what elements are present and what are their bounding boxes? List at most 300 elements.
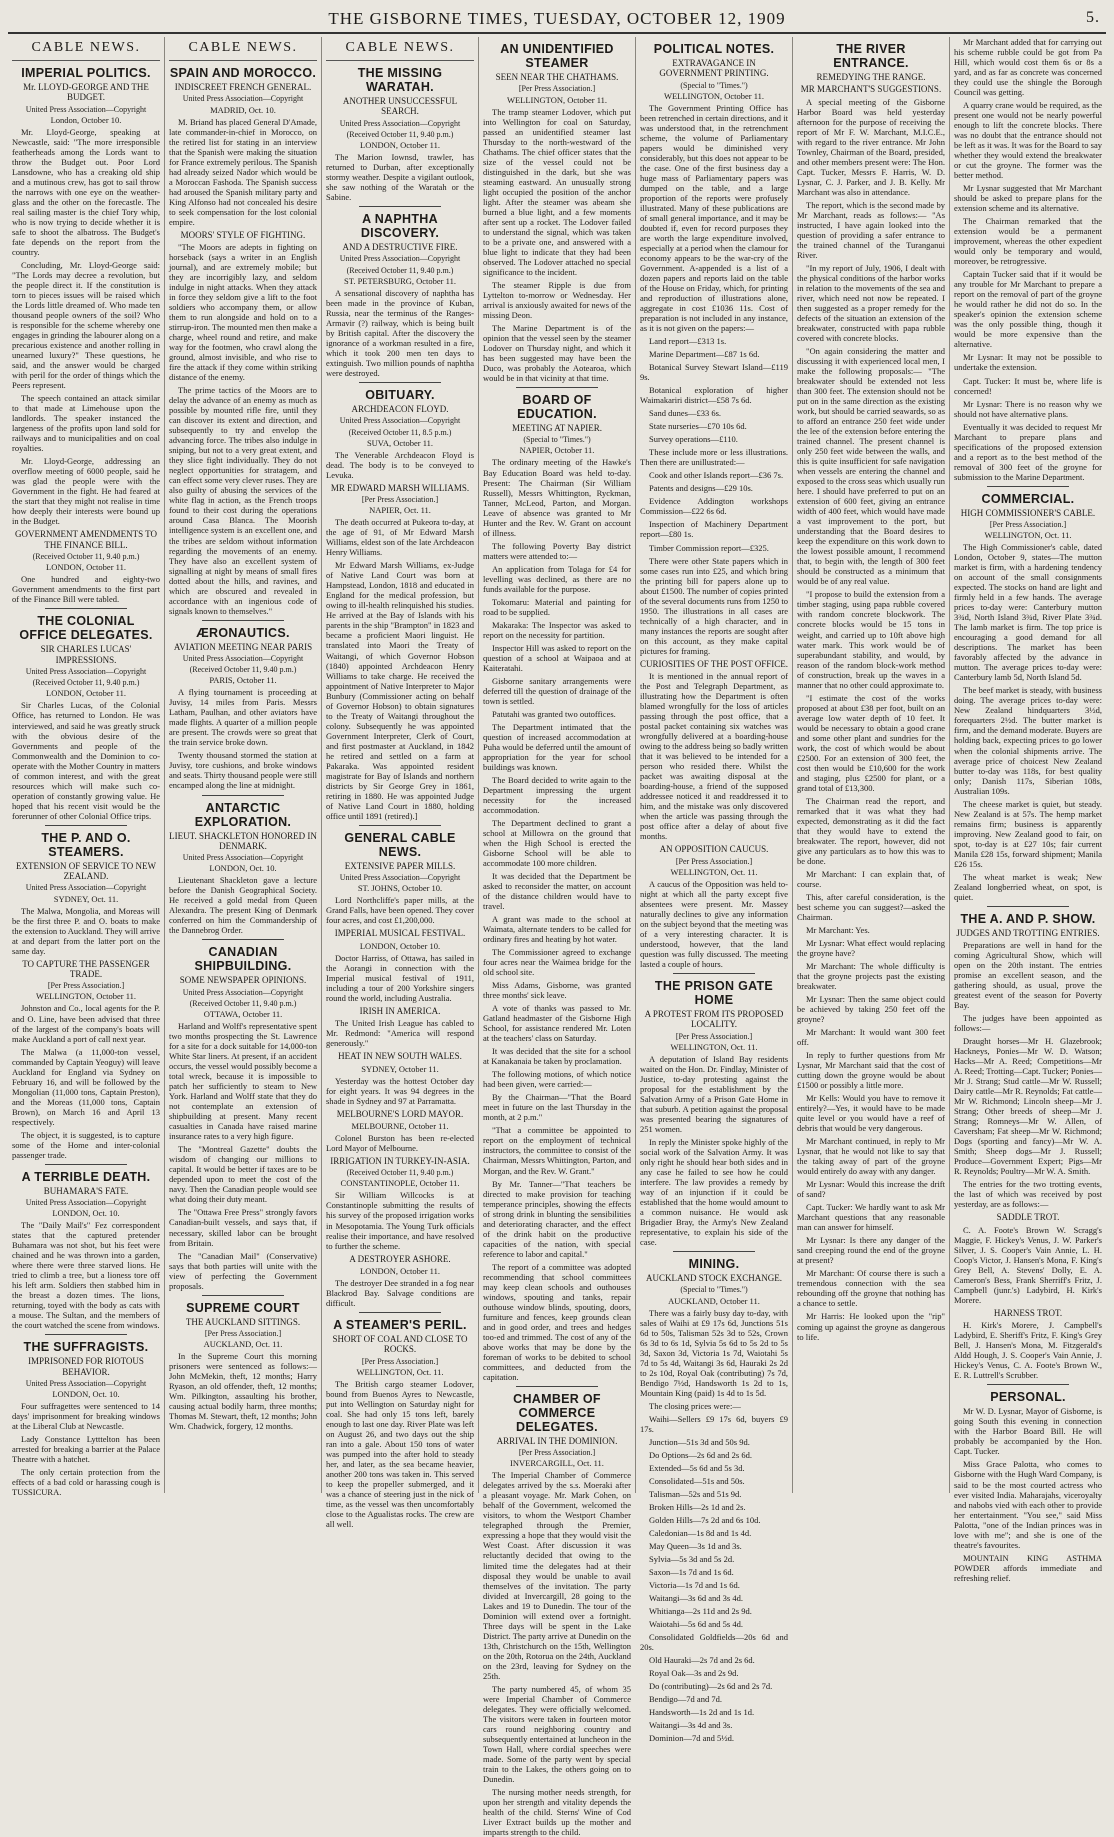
article-paragraph: Junction—51s 3d and 50s 9d.: [649, 1436, 750, 1447]
article-paragraph: The United Irish League has cabled to Mr. Redmond: "America will respond generously.": [326, 1018, 474, 1049]
article-headline: CHAMBER OF COMMERCE DELEGATES.: [513, 1391, 601, 1434]
article-paragraph: Dominion—7d and 5½d.: [649, 1733, 734, 1744]
article-paragraph: The Chairman remarked that the extension would be a permanent improvement, whereas the other expedient would only be temporary and would, moreover, be retrogressive.: [954, 216, 1102, 267]
article-paragraph: By Mr. Tanner—"That teachers be directed to make provision for teaching temperance principles, showing the effects of strong drink in blunting the sensibilities and deteriorating character, and the effect of the drink habit on the productive capacities of the nation, with special reference to labor and capital.": [483, 1178, 631, 1259]
article-paragraph: Do Options—2s 6d and 2s 6d.: [649, 1449, 752, 1460]
article-subheadline: EXTRAVAGANCE IN GOVERNMENT PRINTING.: [659, 58, 769, 79]
press-credit: (Received October 11, 9.40 p.m.): [189, 665, 297, 675]
press-credit: United Press Association—Copyright: [339, 254, 461, 264]
article-paragraph: It is mentioned in the annual report of the Post and Telegraph Department, as illustrating how the Department is often blamed wrongfully for the loss of articles passing through the post office, that a postal packet containing six watches was wrongfully delivered at a boarding-house owing to the address being so badly written that it was believed to be intended for a person who resided there. Whilst the packet was awaiting disposal at the boarding-house, a friend of the supposed addressee noticed it and readdressed it to him, and the mistake was only discovered when the article was passing through the post office after a delay of about five months.: [640, 671, 789, 842]
dateline: WELLINGTON, Oct. 11.: [670, 866, 758, 877]
article-paragraph: Old Hauraki—2s 7d and 2s 6d.: [649, 1655, 755, 1666]
article-subheadline: ARCHDEACON FLOYD.: [351, 404, 449, 414]
dateline: OTTAWA, October 11.: [203, 1009, 283, 1020]
article-paragraph: Mr. Lloyd-George, addressing an overflow meeting of 6000 people, said he was glad the people were with the Government in the fight. He had feared at the start that they might not realise in time how deeply their interests were bound up in the Budget.: [12, 456, 160, 527]
article-subheadline: A DESTROYER ASHORE.: [349, 1253, 451, 1264]
article-paragraph: Mr Lysnar suggested that Mr Marchant should be asked to prepare plans for the extension scheme and its alternative.: [954, 183, 1102, 214]
article-paragraph: The tramp steamer Lodover, which put into Wellington for coal on Saturday, passed an unidentified steamer last Thursday to the north-westward of the Chathams. The chief officer states that the size of the vessel could not be distinguished in the dark, but she was steaming eastward. An unusually strong light occupied the position of the anchor light. After the steamer was abeam she burned a blue light, and a few moments after sent up a rocket. The Lodover failed to understand the signal, which was taken to be a private one, and answered with a blue light to indicate that they had been observed. The Lodover attached no special significance to the incident.: [483, 106, 631, 277]
column-divider: [987, 486, 1068, 487]
press-credit: (Special to "Times."): [523, 435, 591, 445]
article-paragraph: Consolidated Goldfields—20s 6d and 20s.: [640, 1632, 788, 1653]
article-subheadline: IRISH IN AMERICA.: [359, 1005, 441, 1016]
article-subheadline: HEAT IN NEW SOUTH WALES.: [338, 1051, 462, 1062]
column-divider: [359, 382, 440, 383]
article-paragraph: These include more or less illustrations. Then there are unillustrated:—: [640, 447, 788, 468]
column-divider: [987, 906, 1068, 907]
article-paragraph: The prime tactics of the Moors are to delay the advance of an enemy as much as possible by mounted rifle fire, until they can discover its extent and direction, and subsequently to try and envelop the advancing force. The tribes also indulge in sniping, but not to a very great extent, and they slice fight individually. They do not neglect opportunities for stratagem, and can effect some very clever ruses. They are also guilty of abusing the services of the white flag in action, as the French troops found to their cost during the operations around Casa Blanca. The Moorish intelligence system is an excellent one, and the tribes are seldom without information regarding the movements of an enemy. They have also an excellent system of signalling at night by means of small fires dotted about the hills, and ravines, and which are obscured and revealed in accordance with an ingenious code of signals known to themselves.": [169, 385, 317, 616]
press-credit: United Press Association—Copyright: [25, 883, 147, 893]
article-paragraph: The Marine Department is of the opinion that the vessel seen by the steamer Lodover on Thursday night, and which it has been suggested may have been the Duco, was probably the Aotearoa, which would be in that vicinity at that time.: [483, 322, 631, 383]
article-paragraph: Mr Harris: He looked upon the "rip" coming up against the groyne as dangerous to life.: [797, 1311, 945, 1342]
article-paragraph: Patents and designs—£29 10s.: [649, 483, 753, 494]
press-credit: United Press Association—Copyright: [182, 94, 304, 104]
article-paragraph: The High Commissioner's cable, dated London, October 9, states—The mutton market is firm, with a hardening tendency on account of the small consignments expected. The stocks on hand are light and firmly held in a few hands. The average prices to-day were: Canterbury mutton 3¾d, North Island 3¾d, River Plate 3¾d. The lamb market is firm. The top price is encouraging a good demand for all descriptions. The market has been favorably affected by the advance in mutton. The average prices to-day were: Canterbury lamb 5d, North Island 5d.: [954, 542, 1102, 683]
dateline: London, October 10.: [50, 114, 122, 125]
article-subheadline: MR MARCHANT'S SUGGESTIONS.: [800, 84, 942, 95]
dateline: ST. JOHNS, October 10.: [357, 883, 443, 894]
article-paragraph: "I estimate the cost of the works proposed at about £38 per foot, built on an average low water depth of 10 feet. It would be necessary to obtain a good crane and some other plant and sundries for the work, the cost of which would be about £2500. For an extension of 300 feet, the cost then would be £10,600 for the work and staging, plus £2500 for plant, or a grand total of £13,300.: [797, 692, 945, 793]
article-paragraph: Mr Lysnar: There is no reason why we should not have alternative plans.: [954, 398, 1102, 419]
press-credit: (Received October 11, 9.40 p.m.): [32, 678, 140, 688]
article-headline: OBITUARY.: [365, 388, 435, 402]
article-subheadline: AN OPPOSITION CAUCUS.: [659, 844, 769, 855]
article-paragraph: The closing prices were:—: [649, 1400, 741, 1411]
article-paragraph: The only certain protection from the effects of a bad cold or harassing cough is TUSSICURA.: [12, 1467, 160, 1498]
article-paragraph: The Venerable Archdeacon Floyd is dead. The body is to be conveyed to Levuka.: [326, 449, 474, 480]
article-paragraph: Mr Marchant: The whole difficulty is that the groyne projects past the existing breakwater.: [797, 960, 945, 992]
article-headline: THE PRISON GATE HOME: [654, 978, 774, 1007]
article-headline: AN UNIDENTIFIED STEAMER: [500, 42, 614, 70]
article-subheadline: REMEDYING THE RANGE.: [816, 72, 926, 82]
article-paragraph: Eventually it was decided to request Mr Marchant to prepare plans and specifications of the proposed extension and a report as to the best method of the removal of 300 feet of the groyne for submission to the Marine Department.: [954, 421, 1102, 482]
press-credit: United Press Association—Copyright: [182, 987, 304, 997]
article-subheadline: ANOTHER UNSUCCESSFUL SEARCH.: [342, 96, 458, 117]
article-subheadline: BUHAMARA'S FATE.: [43, 1185, 129, 1196]
article-paragraph: Mr. Lloyd-George, speaking at Newcastle, said: "The more irresponsible featherheads among the Lords want to throw the Budget out. Poor Lord Lansdowne, who has a creaking old ship and a mutinous crew, has got to sail throw the narrows with one eye on the weather-glass and the other on the forecastle. The real sailing master is the chief Tory whip, who is now trying to decide whether it is safe to shoot the albatross. The Budget's fate depends on the report from the country.: [12, 126, 160, 258]
article-paragraph: The Malwa (a 11,000-ton vessel, commanded by Captain Yeoguy) will leave Auckland for England via Sydney on February 16, and will be followed by the Mongolian (11,000 tons, Captain Preston), and the Moreas (11,000 tons, Captain Brown), on March 16 and April 13 respectively.: [12, 1046, 160, 1127]
article-paragraph: Harland and Wolff's representative spent two months prospecting the St. Lawrence for a site for a dock suitable for 14,000-ton White Star liners. At present, if an accident occurs, the vessel would possibly become a total wreck, because it is impossible to patch her sufficiently to steam to New York. Harland and Wolff state that they do not contemplate an extension of shipbuilding at present. Many recent casualties in Canada have raised marine insurance rates to a very high figure.: [169, 1021, 318, 1142]
article-subheadline: HARNESS TROT.: [993, 1307, 1063, 1318]
article-paragraph: The report of a committee was adopted recommending that school committees may keep clean schools and outhouses windows, spouting and tanks, repair outhouse window blinds, spouting, doors, furniture and fences, keep grounds clean and in good order, and trees and hedges too-ed and trimmed. The cost of any of the above works that may be done by the foreman of works to be debited to school committees, and deducted from the capitation.: [483, 1261, 631, 1382]
article-subheadline: IMPERIAL MUSICAL FESTIVAL.: [334, 928, 466, 939]
dateline: WELLINGTON, October 11.: [506, 94, 608, 105]
article-paragraph: The death occurred at Pukeora to-day, at the age of 91, of Mr Edward Marsh Williams, eldest son of the late Archdeacon Henry Williams.: [326, 517, 474, 558]
article-subheadline: MELBOURNE'S LORD MAYOR.: [336, 1108, 464, 1119]
dateline: NAPIER, Oct. 11.: [369, 505, 431, 516]
article-headline: THE P. AND O. STEAMERS.: [41, 830, 131, 859]
article-paragraph: The Malwa, Mongolia, and Moreas will be the first three P. and O. boats to make the extension to Auckland. They will arrive at and depart from the latter port on the same day.: [12, 905, 160, 956]
article-paragraph: A grant was made to the school at Waimata, alternate tenders to be called for ordinary fires and heating by hot water.: [483, 914, 631, 945]
column-divider: [516, 1386, 597, 1387]
article-paragraph: A flying tournament is proceeding at Juvisy, 14 miles from Paris. Messrs Latham, Paulhan, and other aviators have made flights. A quarter of a million people are present. The crowds were so great that the train service broke down.: [169, 687, 317, 748]
article-subheadline: IMPRISONED FOR RIOTOUS BEHAVIOR.: [28, 1356, 144, 1377]
article-paragraph: Caledonian—1s 8d and 1s 4d.: [649, 1527, 752, 1538]
article-paragraph: H. Kirk's Morere, J. Campbell's Ladybird, E. Sheriff's Fritz, F. King's Grey Bell, J. Hansen's Mona, M. Fitzgerald's Aldd Hough, J. S. Cooper's Vain Annie, J. Hickey's Venus, C. A. Foote's Brown W., E. R. Luttrell's Scrubber.: [954, 1320, 1102, 1381]
article-paragraph: Timber Commission report—£325.: [649, 542, 769, 553]
article-paragraph: Mr Lysnar: Would this increase the drift of sand?: [797, 1179, 945, 1200]
column-4: [479, 37, 636, 1837]
press-credit: [Per Press Association.]: [204, 1328, 282, 1338]
article-paragraph: In reply the Minister spoke highly of the social work of the Salvation Army. It was only right he should hear both sides and in any case he failed to see how he could interfere. The law provides a remedy by way of an injunction if it could be established that the home would amount to a common nuisance. He would ask Brigadier Bray, the Army's New Zealand representative, to explain his side of the case.: [640, 1136, 788, 1248]
article-paragraph: The nursing mother needs strength, for upon her strength and vitality depends the health of the child. Sterns' Wine of Cod Liver Extract builds up the mother and imparts strength to the child.: [483, 1786, 631, 1837]
column-divider: [45, 1164, 126, 1165]
article-paragraph: Johnston and Co., local agents for the P. and O. Line, have been advised that three of the largest of the company's boats will make Auckland a port of call next year.: [12, 1003, 160, 1044]
article-paragraph: Four suffragettes were sentenced to 14 days' imprisonment for breaking windows at the Liberal Club at Newcastle.: [12, 1401, 160, 1432]
article-paragraph: Cook and other Islands report—£36 7s.: [649, 470, 784, 481]
article-paragraph: Mr Lysnar: Is there any danger of the sand creeping round the end of the groyne at present?: [797, 1235, 945, 1266]
article-paragraph: Handsworth—1s 2d and 1s 1d.: [649, 1707, 755, 1718]
article-paragraph: Miss Adams, Gisborne, was granted three months' sick leave.: [483, 980, 631, 1001]
dateline: LONDON, October 11.: [360, 140, 440, 151]
article-paragraph: The steamer Ripple is due from Lyttelton to-morrow or Wednesday. Her arrival is anxiously awaited for news of the missing Deon.: [483, 279, 631, 320]
article-paragraph: It was decided that the Department be asked to reconsider the matter, on account of the distance children would have to travel.: [483, 871, 631, 912]
dateline: LONDON, October 11.: [46, 562, 126, 573]
article-paragraph: A vote of thanks was passed to Mr. Gatland headmaster of the Gisborne High School, for assistance rendered Mr. Loten at the teachers' class on Saturday.: [483, 1003, 631, 1044]
article-subheadline: HIGH COMMISSIONER'S CABLE.: [960, 507, 1096, 518]
article-paragraph: Mr Lysnar: Then the same object could be achieved by taking 250 feet off the groyne?: [797, 994, 945, 1025]
article-paragraph: Mr W. D. Lysnar, Mayor of Gisborne, is going South this evening in connection with the Harbor Board Bill. He will probably be accompanied by the Hon. Capt. Tucker.: [954, 1406, 1102, 1457]
article-paragraph: The beef market is steady, with business doing. The average prices to-day were: New Zealand hindquarters 3½d, forequarters 2½d. The butter market is firm, and the demand moderate. Buyers are holding back, expecting prices to go lower when the colonial shipments arrive. The average price of choicest New Zealand butter to-day was 118s, for best quality only; Danish 117s, Siberian 108s, Australian 109s.: [954, 685, 1102, 796]
article-headline: CANADIAN SHIPBUILDING.: [194, 945, 292, 974]
article-paragraph: The Board decided to write again to the Department impressing the urgent necessity for the increased accommodation.: [483, 774, 631, 815]
article-paragraph: The judges have been appointed as follows:—: [954, 1013, 1102, 1034]
article-paragraph: "The Moors are adepts in fighting on horseback (says a writer in an English journal), and are extremely mobile; but they are incorrigibly lazy, and seldom indulge in night attacks. When they attack in force they seldom give a lift to the foot soldiers who accompany them, or allow them to run alongside and hold on to a stirrup-iron. The mounted men then make a charge, wheel round and retire, and make way for the footmen, who crawl along the ground, almost invisible, and who rise to fire the attack if they come within striking distance of the enemy.: [169, 242, 317, 383]
dateline: SYDNEY, October 11.: [361, 1063, 439, 1074]
dateline: LONDON, October 11.: [46, 688, 126, 699]
article-headline: GENERAL CABLE NEWS.: [344, 830, 456, 859]
column-divider: [516, 387, 597, 388]
article-paragraph: M. Briand has placed General D'Amade, late commander-in-chief in Morocco, on the retired list for stating in an interview that the Spanish were making the situation for France extremely perilous. The Spanish had already seized Nador which would be a Moroccan Fashoda. The Spanish success had aroused the Spanish military party and King Alfonso had not concealed his desire to seek compensation for the lost colonial empire.: [169, 116, 317, 227]
article-paragraph: The "Montreal Gazette" doubts the wisdom of changing our millions to capital. It would be better if taxes are to be depended upon to meet the cost of the navy. Then the Canadian people would see what doing their duty meant.: [169, 1144, 317, 1205]
article-paragraph: Broken Hills—2s 1d and 2s.: [649, 1501, 746, 1512]
article-subheadline: SHORT OF COAL AND CLOSE TO ROCKS.: [332, 1333, 468, 1355]
article-paragraph: Golden Hills—7s 2d and 6s 10d.: [649, 1514, 761, 1525]
article-paragraph: The entries for the two trotting events, the last of which was received by post yesterday, are as follows:—: [954, 1179, 1102, 1210]
article-paragraph: The Imperial Chamber of Commerce delegates arrived by the s.s. Moeraki after a pleasant voyage. Mr. Mark Cohen, on behalf of the Government, welcomed the visitors, to whom the Westport Chamber telegraphed through the Premier, expressing a hope that they would visit the West Coast. After discussion it was reluctantly decided that owing to the limited time the delegates had at their disposal they would be unable to avail themselves of the invitation. The party divided at Invercargill, 28 going to the Lakes and 19 to Dunedin. The tour of the Dominion will extend over a fortnight. Three days will be spent in the Lake District. The party arrive at Dunedin on the 13th, Christchurch on the 15th, Wellington on the 20th, Rotorua on the 24th, Auckland on the 23rd, leaving for Sydney on the 25th.: [483, 1470, 631, 1681]
press-credit: (Received October 11, 9.40 p.m.): [32, 552, 140, 562]
article-paragraph: The following Poverty Bay district matters were attended to:—: [483, 540, 631, 561]
dateline: ST. PETERSBURG, October 11.: [344, 275, 456, 286]
article-paragraph: The "Canadian Mail" (Conservative) says that both parties will unite with the view of perfecting the Government proposals.: [169, 1250, 317, 1291]
article-paragraph: Saxon—1s 7d and 1s 6d.: [649, 1567, 734, 1577]
column-divider: [673, 973, 754, 974]
column-5: [636, 37, 793, 1744]
masthead-title: THE GISBORNE TIMES, TUESDAY, OCTOBER 12, 1909: [328, 9, 786, 28]
article-paragraph: "That a committee be appointed to report on the employment of technical instructors, the committee to consist of the Chairman, Messrs Whittington, Parton, and Morgan, and the Rev. W. Grant.": [483, 1125, 631, 1176]
article-headline: PERSONAL.: [990, 1390, 1066, 1405]
article-paragraph: Miss Grace Palotta, who comes to Gisborne with the Hugh Ward Company, is said to be the most courted actress who ever visited India. Maharajahs, viceroyalty and nabobs vied with each other to provide her entertainment. "You see," said Miss Palotta, "one of the Indian princes was in love with me"; and she is one of the theatre's favourites.: [954, 1459, 1102, 1550]
section-banner: CABLE NEWS.: [169, 37, 317, 61]
press-credit: (Special to "Times."): [680, 80, 748, 90]
article-subheadline: CURIOSITIES OF THE POST OFFICE.: [640, 658, 788, 669]
article-paragraph: Mr Marchant: Of course there is such a tremendous connection with the sea rebounding off the groyne that nothing has a chance to settle.: [797, 1268, 945, 1309]
article-paragraph: Inspection of Machinery Department report—£80 1s.: [640, 519, 788, 540]
press-credit: [Per Press Association.]: [989, 520, 1067, 529]
press-credit: (Received October 11, 9.40 p.m.): [346, 129, 454, 139]
article-paragraph: Mr Marchant: Yes.: [806, 924, 870, 935]
article-paragraph: The "Ottawa Free Press" strongly favors Canadian-built vessels, and says that, if necessary, skilled labor can be brought from Britain.: [169, 1207, 317, 1248]
article-paragraph: The party numbered 45, of whom 35 were Imperial Chamber of Commerce delegates. They were officially welcomed. The visitors were taken in fourteen motor cars round neighboring country and subsequently entertained at luncheon in the Town Hall, where cordial speeches were made. Some of the party went by special train to the Lakes, the others going on to Dunedin.: [483, 1683, 631, 1784]
article-paragraph: The Government Printing Office has been retrenched in certain directions, and it was understood that, in the retrenchment scheme, the volume of Parliamentary papers would be diminished very considerably, but this does not appear to be the case. One of the first business day a huge mass of Parliamentary papers was dumped on the table, and a large proportion of the reports were profusely illustrated. Many of these publications are of small general importance, and it may be doubted if, even for record purposes they are worth the large expenditure involved, especially at a period when the clamour for economy appears to be the war-cry of the Government. A-appended is a list of a dozen papers and reports laid on the table of the House on Friday, which, for printing and reproduction of illustrations alone, aggregate in cost £1036 11s. Cost of preparation is not included in any instance, as it is not given on the papers:—: [640, 102, 788, 334]
article-paragraph: "I propose to build the extension from a timber staging, using papa rubble covered with random concrete blockwork. The concrete blocks would be 15 tons in weight, and carried up to 10ft above high water mark. This work would be of superabundant stability, and would, by reason of the random block-work method of construction, break up the waves in a manner that no other could approximate to.: [797, 589, 945, 690]
dateline: WELLINGTON, Oct. 11.: [670, 1041, 758, 1052]
article-paragraph: Talisman—52s and 51s 9d.: [649, 1488, 742, 1499]
article-paragraph: Waihi—Sellers £9 17s 6d, buyers £9 17s.: [640, 1413, 788, 1434]
article-paragraph: A caucus of the Opposition was held to-night at which all the party except five absentees were present. Mr. Massey naturally declines to give any information on the subject beyond that the meeting was of a very interesting character. It is understood, however, that the land question was fully discussed. The meeting lasted a couple of hours.: [640, 878, 788, 969]
article-paragraph: Doctor Harriss, of Ottawa, has sailed in the Aorangi in connection with the Imperial musical festival of 1911, including a tour of 200 Yorkshire singers round the world, including Australia.: [326, 952, 474, 1003]
article-paragraph: Mr Marchant continued, in reply to Mr Lysnar, that he would not like to say that the taking away of part of the groyne would entirely do away with any danger.: [797, 1136, 945, 1177]
article-paragraph: It was decided that the site for a school at Kanakanaia be taken by proclamation.: [483, 1046, 631, 1067]
article-paragraph: Mr Marchant: I can explain that, of course.: [797, 868, 945, 889]
press-credit: [Per Press Association.]: [675, 856, 753, 866]
article-paragraph: Bendigo—7d and 7d.: [649, 1694, 722, 1705]
press-credit: [Per Press Association.]: [675, 1031, 753, 1041]
dateline: CONSTANTINOPLE, October 11.: [340, 1178, 460, 1189]
article-paragraph: Preparations are well in hand for the coming Agricultural Show, which will open on the 20th instant. The entries promise an excellent season, and the gathering should, as usual, prove the greatest event of the season for Poverty Bay.: [954, 940, 1102, 1011]
article-paragraph: Waitangi—3s 6d and 3s 4d.: [649, 1593, 743, 1604]
article-paragraph: May Queen—3s 1d and 3s.: [649, 1540, 742, 1551]
article-headline: A NAPHTHA DISCOVERY.: [360, 212, 440, 241]
article-paragraph: "In my report of July, 1906, I dealt with the physical conditions of the harbor works in relation to the movements of the sea and river, which need not now be repeated. I then suggested as a proper remedy for the defects of the situation an extension of the breakwater, constructed with papa rubble covered with concrete blocks.: [797, 262, 945, 344]
press-credit: [Per Press Association.]: [518, 1448, 596, 1458]
article-subheadline: A PROTEST FROM ITS PROPOSED LOCALITY.: [644, 1008, 784, 1030]
article-paragraph: Twenty thousand stormed the station at Juvisy, tore cushions, and broke windows and seats. Thirty thousand people were still encamped along the line at midnight.: [169, 750, 317, 791]
article-paragraph: Marine Department—£87 1s 6d.: [649, 349, 760, 360]
article-subheadline: EXTENSIVE PAPER MILLS.: [344, 860, 456, 871]
column-3: [322, 37, 479, 1530]
article-headline: SUPREME COURT: [186, 1300, 300, 1315]
article-subheadline: EXTENSION OF SERVICE TO NEW ZEALAND.: [16, 860, 156, 881]
article-paragraph: Do (contributing)—2s 6d and 2s 7d.: [649, 1681, 773, 1692]
article-paragraph: The wheat market is weak; New Zealand longberried wheat, on spot, is quiet.: [954, 871, 1102, 902]
press-credit: [Per Press Association.]: [47, 981, 125, 991]
article-subheadline: INDISCREET FRENCH GENERAL.: [174, 82, 312, 92]
article-subheadline: MOORS' STYLE OF FIGHTING.: [180, 229, 306, 240]
article-headline: POLITICAL NOTES.: [653, 42, 775, 56]
article-paragraph: In reply to further questions from Mr Lysnar, Mr Marchant said that the cost of cutting down the groyne would be about £1500 or possibly a little more.: [797, 1050, 945, 1091]
article-paragraph: State nurseries—£70 10s 6d.: [649, 421, 747, 432]
article-paragraph: MOUNTAIN KING ASTHMA POWDER affords immediate and refreshing relief.: [954, 1552, 1102, 1583]
article-subheadline: TO CAPTURE THE PASSENGER TRADE.: [22, 958, 150, 979]
article-paragraph: The Department intimated that the question of increased accommodation at Puha would be deferred until the amount of appropriation for the year for school buildings was known.: [483, 721, 632, 772]
article-paragraph: Gisborne sanitary arrangements were deferred till the question of drainage of the town is settled.: [483, 675, 631, 706]
press-credit: United Press Association—Copyright: [339, 873, 461, 883]
article-paragraph: The Marion Iownsd, trawler, has returned to Durban, after exceptionally stormy weather. Despite a vigilant outlook, she saw nothing of the Waratah or the Sabine.: [326, 152, 474, 203]
article-paragraph: Land report—£313 1s.: [649, 336, 727, 347]
dateline: LONDON, Oct. 10.: [209, 863, 277, 874]
article-paragraph: Survey operations—£110.: [649, 434, 738, 445]
article-paragraph: Botanical exploration of higher Waimakariri district—£58 7s 6d.: [640, 385, 788, 406]
column-divider: [45, 1334, 126, 1335]
page-number: 5.: [1086, 9, 1100, 26]
article-headline: SPAIN AND MOROCCO.: [169, 66, 317, 80]
article-paragraph: "On again considering the matter and discussing it with experienced local men, I make the following proposals:— "The breakwater should be extended not less than 300 feet. The extension should not be put on in the same direction as the existing work, but should be carried seawards, so as to afford an entrance 250 feet wide under the lee of the extension before entering the trained channel. The present channel is only 250 feet wide between the walls, and this is quite insufficient for safe navigation when vessels are entering the channel and exposed to the cross seas which usually run here. I should have preferred to put on an extension of 600 feet, giving an entrance width of 400 feet, which would have made a vast improvement to the port, but understanding that the Board desires to keep the expenditure on this work down to the lowest possible amount, I recommend that, to begin with, the length of 300 feet should be constructed as a minimum that would be of any real value.: [797, 346, 946, 587]
article-subheadline: SOME NEWSPAPER OPINIONS.: [179, 975, 307, 986]
dateline: WELLINGTON, Oct. 11.: [984, 530, 1072, 541]
column-divider: [202, 939, 283, 940]
dateline: PARIS, October 11.: [209, 675, 277, 686]
article-paragraph: The destroyer Dee stranded in a fog near Blackrod Bay. Salvage conditions are difficult.: [326, 1277, 474, 1308]
article-paragraph: Sylvia—5s 3d and 5s 2d.: [649, 1553, 735, 1564]
article-subheadline: SADDLE TROT.: [996, 1212, 1060, 1223]
article-paragraph: The speech contained an attack similar to that made at Limehouse upon the landlords. The speaker instanced the largeness of the profits upon land sold for railways and to municipalities and on coal royalties.: [12, 393, 160, 454]
article-paragraph: Mr Edward Marsh Williams, ex-Judge of Native Land Court was born at Hampstead, London, 1818 and educated in England for the medical profession, but owing to ill-health relinquished his studies. He arrived at the Bay of Islands with his parents in the ship "Brampton" in 1823 and became a proficient Maori linguist. He translated into Maori the Treaty of Waitangi, of which Governor Hobson (1840) appointed Archdeacon Henry Williams to take charge. He received the appointment of Native Interpreter to Major Bunbury (Commissioner acting on behalf of Governor Hobson) to obtain signatures to the Treaty of Waitangi throughout the colony. Subsequently he was appointed Government Interpreter, Clerk of Court, and first postmaster at Auckland, in 1842 he retired and settled on a farm at Pakaraka. Was appointed resident magistrate for Bay of Islands and northern districts by Sir George Grey in 1861, retiring in 1880. He was appointed Judge of Native Land Court in 1880, holding office until 1891 (retired).]: [326, 560, 474, 821]
article-paragraph: One hundred and eighty-two Government amendments to the first part of the Finance Bill were tabled.: [12, 574, 160, 605]
article-headline: COMMERCIAL.: [981, 491, 1075, 506]
article-paragraph: Patutahi was granted two outoffices.: [492, 708, 616, 719]
masthead: [8, 6, 1106, 34]
press-credit: (Received October 11, 8.5 p.m.): [348, 427, 452, 437]
article-headline: MINING.: [688, 1257, 740, 1272]
article-subheadline: ARRIVAL IN THE DOMINION.: [496, 1435, 618, 1446]
article-subheadline: MEETING AT NAPIER.: [511, 422, 603, 433]
article-subheadline: JUDGES AND TROTTING ENTRIES.: [956, 927, 1100, 938]
column-divider: [202, 1295, 283, 1296]
article-paragraph: The British cargo steamer Lodover, bound from Buenos Ayres to Newcastle, put into Wellington on Saturday night for coal. She had only 15 tons left, barely enough to last one day. River Plate was left on August 26, and two days out the ship ran into a gale. About 150 tons of water was pumped into the after hold to steady her, and later, as the sea became heavier, another 200 tons was taken in. This served to keep the propeller submerged, and it was a chance of steering just in the nick of time, as the vessel was then uncomfortably close to the Agualistas rocks. The crew are all well.: [326, 1378, 474, 1530]
article-subheadline: AVIATION MEETING NEAR PARIS: [173, 641, 313, 652]
article-paragraph: Mr Marchant added that for carrying out his scheme rubble could be got from Pa Hill, which would cost them 6s or 8s a yard, and as far as concrete was concerned they could use the shingle the Borough Council was getting.: [954, 37, 1102, 98]
dateline: LONDON, October 10.: [359, 940, 441, 951]
article-paragraph: In the Supreme Court this morning prisoners were sentenced as follows:— John McMekin, theft, 12 months; Harry Ryason, an old offender, theft, 12 months; Wm. Pilkington, assaulting his brother, causing actual bodily harm, three months; Thomas M. Stewart, theft, 12 months; John Wm. Chadwick, forgery, 12 months.: [169, 1351, 317, 1432]
article-paragraph: This, after careful consideration, is the best scheme you can suggest?—asked the Chairman.: [797, 891, 945, 922]
press-credit: [Per Press Association.]: [518, 84, 596, 94]
dateline: LONDON, Oct. 10.: [52, 1208, 120, 1219]
dateline: LONDON, Oct. 10.: [52, 1389, 120, 1400]
section-banner: CABLE NEWS.: [12, 37, 160, 61]
article-paragraph: A sensational discovery of naphtha has been made in the province of Kuban, Russia, near the terminus of the Ranges-Armavir (?) railway, which is being built by British capital. After the discovery the ignorance of a workman resulted in a fire, which it took 200 men ten days to extinguish. Two million pounds of naphtha were destroyed.: [326, 287, 474, 378]
dateline: SYDNEY, Oct. 11.: [53, 893, 119, 904]
dateline: LONDON, October 11.: [360, 1265, 440, 1276]
article-paragraph: Victoria—1s 7d and 1s 6d.: [649, 1580, 740, 1591]
article-paragraph: The following motions, of which notice had been given, were carried:—: [483, 1069, 631, 1090]
article-paragraph: Lady Constance Lytttelton has been arrested for breaking a barrier at the Palace Theatre with a hatchet.: [12, 1434, 160, 1465]
article-headline: THE A. AND P. SHOW.: [960, 911, 1096, 926]
press-credit: United Press Association—Copyright: [25, 1379, 147, 1389]
columns-container: [8, 37, 1106, 1837]
press-credit: [Per Press Association.]: [361, 495, 439, 505]
article-paragraph: Makaraka: The Inspector was asked to report on the necessity for partition.: [483, 619, 631, 640]
column-6: [793, 37, 950, 1493]
dateline: MELBOURNE, October 11.: [351, 1120, 449, 1131]
press-credit: (Received October 11, 9.40 p.m.): [346, 265, 454, 275]
article-paragraph: Waiotahi—5s 6d and 5s 4d.: [649, 1619, 743, 1630]
article-paragraph: Mr Lysnar: What effect would replacing the groyne have?: [797, 937, 945, 958]
section-banner: CABLE NEWS.: [326, 37, 474, 61]
article-paragraph: The ordinary meeting of the Hawke's Bay Education Board was held to-day. Present: The Chairman (Sir William Russell), Messrs Whittington, Ryckman, Tanner, McLeod, Parton, and Morgan. Leave of absence was granted to Mr Hunter and the Rev. W. Grant on account of illness.: [483, 457, 631, 538]
article-paragraph: Capt. Tucker: It must be, where life is concerned!: [954, 375, 1102, 396]
article-paragraph: A special meeting of the Gisborne Harbor Board was held yesterday afternoon for the purpose of receiving the report of Mr F. W. Marchant, M.I.C.E., with regard to the river entrance. Mr John Townley, Chairman of the Board, presided, and other members present were: The Hon. Capt. Tucker, Messrs F. Harris, W. D. Lysnar, C. J. Parker, and J. B. Kelly. Mr Marchant was also in attendance.: [797, 96, 945, 197]
article-headline: THE SUFFRAGISTS.: [23, 1340, 149, 1355]
article-paragraph: The object, it is suggested, is to capture some of the Home and inter-colonial passenger trade.: [12, 1129, 160, 1160]
column-1: [8, 37, 165, 1498]
article-headline: A STEAMER'S PERIL.: [333, 1317, 467, 1332]
article-subheadline: Mr. LLOYD-GEORGE AND THE BUDGET.: [23, 82, 149, 103]
article-paragraph: Sir Charles Lucas, of the Colonial Office, has returned to London. He was interviewed, and said he was greatly struck with the obvious desire of the Governments and people of the Commonwealth and the Dominion to co-operate with the Mother Country in matters of common interest, and with the great resources which will make such co-operation of constantly growing value. He hoped that his recent visit would be the forerunner of other Colonial Office trips.: [12, 700, 160, 821]
dateline: AUCKLAND, October 11.: [668, 1295, 760, 1306]
article-paragraph: Mr Marchant: It would want 300 feet off.: [797, 1027, 945, 1048]
column-divider: [359, 1312, 440, 1313]
article-headline: IMPERIAL POLITICS.: [21, 66, 151, 80]
press-credit: (Received October 11, 9.40 p.m.): [189, 999, 297, 1008]
article-paragraph: Colonel Burston has been re-elected Lord Mayor of Melbourne.: [326, 1132, 474, 1153]
article-paragraph: Draught horses—Mr H. Glazebrook; Hackneys, Ponies—Mr W. D. Watson; Hacks—Mr A. Reed; Competitions—Mr A. Reed; Trotting—Capt. Tucker; Ponies—Mr J. Strang; Stud cattle—Mr W. Russell; Dairy cattle—Mr R. Reynolds; Fat cattle—Mr W. Richmond; Lincoln sheep—Mr J. Strang; Other breeds of sheep—Mr J. Strang; Romneys—Mr W. Allen, of Caversham; Fat sheep—Mr W. Richmond; Dogs (sporting and fancy)—Mr W. A. Smith; Sheep dogs—Mr J. Russell; Produce—Government Expert; Pigs—Mr R. Reynolds; Poultry—Mr W. A. Smith.: [954, 1036, 1102, 1177]
article-paragraph: An application from Tolaga for £4 for levelling was declined, as there are no funds available for the purpose.: [483, 563, 631, 594]
column-divider: [45, 825, 126, 826]
column-divider: [202, 620, 283, 621]
article-headline: A TERRIBLE DEATH.: [21, 1169, 151, 1184]
dateline: WELLINGTON, October 11.: [663, 90, 765, 101]
article-paragraph: Captain Tucker said that if it would be any trouble for Mr Marchant to prepare a report on the removal of part of the groyne he would rather he did not do so. In the speaker's opinion the extension scheme was the only possible thing, though it would be more expensive than the alternative.: [954, 269, 1102, 350]
article-paragraph: Mr Lysnar: It may not be possible to undertake the extension.: [954, 352, 1102, 373]
article-paragraph: By the Chairman—"That the Board meet in future on the last Thursday in the month, at 2 p.m.": [483, 1092, 631, 1123]
article-paragraph: Whitianga—2s 11d and 2s 9d.: [649, 1606, 752, 1617]
article-paragraph: The report, which is the second made by Mr Marchant, reads as follows:— "As instructed, I have again looked into the question of providing a safer entrance to the trained channel of the Turanganui River.: [797, 199, 945, 260]
article-subheadline: SEEN NEAR THE CHATHAMS.: [495, 72, 619, 82]
article-paragraph: The Chairman read the report, and remarked that it was what they had expected, demonstrating as it did the fact that they would have to extend the breakwater. The report, however, did not give any particulars as to how this was to be done.: [797, 795, 945, 866]
article-paragraph: There was a fairly busy day to-day, with sales of Waihi at £9 17s 6d, Junctions 51s 6d to 50s, Talisman 52s 3d to 52s, Crown 6s 3d to 6s 1d, Sylvia 5s 6d to 5s 2d to 5s 3d, Saxon 3d, Victoria 1s 7d, Waiotahi 5s 7d to 5s 4d, Waitangi 3s 6d, Hauraki 2s 2d to 2s 10d, Royal Oak (contributing) 7s 7d, Bendigo 7½d, Handsworth 1s 2d to 1s, Mountain King (paid) 1s 4d to 1s 5d.: [640, 1307, 788, 1398]
article-paragraph: Mr Kells: Would you have to remove it entirely?—Yes, it would have to be made quite level or you would have a reef of debris that would be very dangerous.: [797, 1093, 945, 1134]
article-headline: THE MISSING WARATAH.: [357, 66, 443, 94]
article-subheadline: IRRIGATION IN TURKEY-IN-ASIA.: [330, 1155, 470, 1166]
article-paragraph: The cheese market is quiet, but steady. New Zealand is at 57s. The hemp market remains firm; business is apparently improving. New Zealand good to fair, on spot, to-day is at £27 10s; fair current Manila £28 15s, forward shipment; Manila £26 15s.: [954, 798, 1102, 869]
press-credit: United Press Association—Copyright: [25, 1198, 147, 1208]
article-subheadline: GOVERNMENT AMENDMENTS TO THE FINANCE BILL.: [14, 529, 157, 550]
article-paragraph: C. A. Foote's Brown W. Scragg's Maggie, F. Hickey's Venus, J. W. Parker's Silver, J. S. Cooper's Vain Annie, L. H. Coop's Victor, J. Hansen's Mona, F. King's Grey Bell, A. Stevens' Dolly, E. A. Cameron's Bess, Frank Sherriff's Fritz, J. Campbell (junr.'s) Ladybird, H. Kirk's Morere.: [954, 1224, 1102, 1305]
article-paragraph: The Department declined to grant a school at Millowra on the ground that when the High School is erected the Gisborne School will be able to accommodate 100 more children.: [483, 818, 631, 869]
article-paragraph: Evidence Addington workshops Commission—£22 6s 6d.: [640, 496, 788, 517]
press-credit: United Press Association—Copyright: [339, 118, 461, 128]
article-paragraph: The Commissioner agreed to exchange four acres near the Waimea bridge for the old school site.: [483, 947, 631, 978]
article-paragraph: Consolidated—51s and 50s.: [649, 1475, 745, 1486]
article-paragraph: Inspector Hill was asked to report on the question of a school at Waipaoa and at Kaiteratahi.: [483, 642, 631, 673]
article-paragraph: A deputation of Island Bay residents waited on the Hon. Dr. Findlay, Minister of Justice, to-day protesting against the proposal for the establishment by the Salvation Army of a Prison Gate Home in that suburb. A petition against the proposal was presented bearing the signatures of 251 women.: [640, 1053, 788, 1134]
article-subheadline: AUCKLAND STOCK EXCHANGE.: [645, 1273, 783, 1284]
article-subheadline: LIEUT. SHACKLETON HONORED IN DENMARK.: [169, 830, 317, 851]
press-credit: United Press Association—Copyright: [25, 104, 147, 114]
article-paragraph: The "Daily Mail's" Fez correspondent states that the captured pretender Buhamara was not shot, but his feet were chained and he was thrown into a garden, where there were three starved lions. He tried to climb a tree, but a lioness tore off his left arm. Soldiers then stabbed him in the breast a dozen times. The lions, returning, toyed with the body as cats with a mouse. The Sultan, and the members of the court watched the scene from windows.: [12, 1220, 160, 1331]
article-paragraph: Concluding, Mr. Lloyd-George said: "The Lords may decree a revolution, but the people direct it. If the constitution is torn to pieces issues will be raised which the Lords little dreamed of. Who made ten thousand people owners of the soil? Who is responsible for the scheme whereby one engages in grinding the labourer along on a precarious existence and another rolling in unearned luxury?" These questions, he said, and the answer would be charged with peril for the order of things which the Peers represent.: [12, 260, 160, 391]
column-divider: [987, 1384, 1068, 1385]
press-credit: United Press Association—Copyright: [339, 416, 461, 426]
press-credit: (Special to "Times."): [680, 1285, 748, 1295]
press-credit: (Received October 11, 9.40 p.m.): [346, 1168, 454, 1178]
dateline: AUCKLAND, Oct. 11.: [203, 1339, 283, 1350]
press-credit: United Press Association—Copyright: [182, 653, 304, 663]
article-headline: THE RIVER ENTRANCE.: [833, 42, 909, 70]
press-credit: [Per Press Association.]: [361, 1356, 439, 1366]
dateline: INVERCARGILL, Oct. 11.: [510, 1458, 604, 1469]
dateline: NAPIER, October 11.: [519, 445, 595, 456]
article-subheadline: AND A DESTRUCTIVE FIRE.: [342, 242, 458, 253]
column-divider: [359, 206, 440, 207]
article-paragraph: Lord Northcliffe's paper mills, at the Grand Falls, have been opened. They cover four acres, and cost £1,200,000.: [326, 895, 474, 926]
article-paragraph: Waitangi—3s 4d and 3s.: [649, 1720, 733, 1731]
article-headline: ANTARCTIC EXPLORATION.: [194, 800, 292, 829]
article-paragraph: Extended—5s 6d and 5s 3d.: [649, 1462, 745, 1473]
dateline: SUVA, October 11.: [366, 437, 434, 448]
article-paragraph: Capt. Tucker: We hardly want to ask Mr Marchant questions that any reasonable man can answer for himself.: [797, 1202, 945, 1233]
article-paragraph: Tokomaru: Material and painting for road to be supplied.: [483, 596, 631, 617]
dateline: WELLINGTON, Oct. 11.: [356, 1366, 444, 1377]
press-credit: United Press Association—Copyright: [25, 667, 147, 677]
article-paragraph: Sand dunes—£33 6s.: [649, 408, 722, 419]
article-paragraph: Sir William Willcocks is at Constantinople submitting the results of his survey of the proposed irrigation works in Mesopotamia. The Young Turk officials realise their importance, and have resolved to further the scheme.: [326, 1190, 474, 1251]
article-paragraph: Royal Oak—3s and 2s 9d.: [649, 1668, 739, 1679]
article-headline: BOARD OF EDUCATION.: [517, 392, 597, 421]
dateline: WELLINGTON, October 11.: [35, 991, 137, 1002]
article-paragraph: Yesterday was the hottest October day for eight years. It was 94 degrees in the shade in Sydney and 97 at Parramatta.: [326, 1075, 474, 1106]
article-subheadline: THE AUCKLAND SITTINGS.: [185, 1316, 301, 1327]
